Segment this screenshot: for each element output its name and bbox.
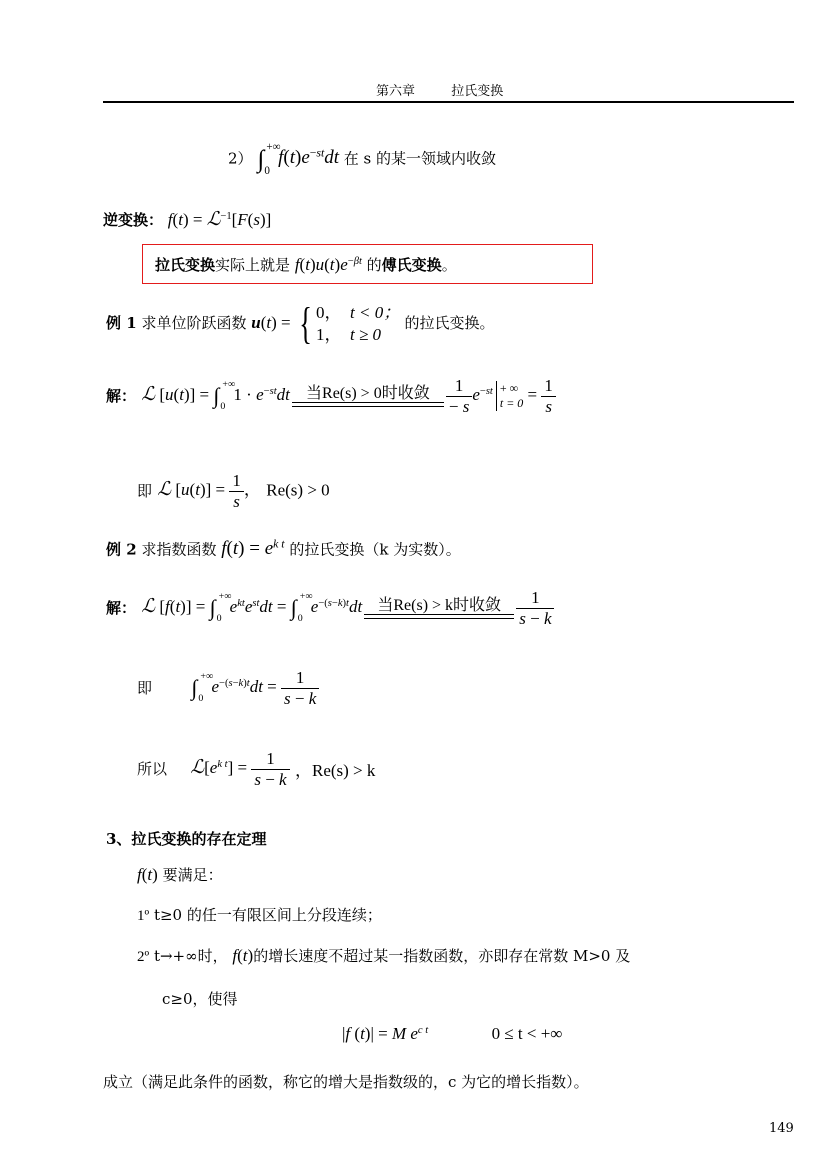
eval-lower: t = 0 [499,396,524,411]
result-3-condition: ，Re(s) > k [294,760,376,780]
note-bold-fourier: 傅氏变换 [381,256,442,274]
condition-2-text: 在 s 的某一领域内收敛 [343,149,497,168]
condition-intro [137,864,223,885]
note-middle: 实际上就是 [215,256,291,274]
note-end: 。 [441,256,457,274]
inverse-label: 逆变换： [103,211,164,229]
result-1-formula: ℒ [u(t)] = $\frac{1}{s}$ ， [157,471,261,511]
note-bold-laplace: 拉氏变换 [155,256,216,274]
condition-a-text: t≥0 的任一有限区间上分段连续； [153,906,382,924]
solution-2-arrow-label: 当Re(s) > k时收敛 [377,596,502,614]
condition-intro-text: 要满足： [162,866,223,884]
result-1-condition: Re(s) > 0 [266,480,330,500]
growth-inequality [342,1024,562,1044]
solution-1 [106,376,556,416]
conclusion: 成立（满足此条件的函数，称它的增大是指数级的，c 为它的增长指数）。 [103,1073,589,1091]
condition-2-formula: ∫ +∞ 0 $f(t)e^{-st}dt$ [257,141,340,177]
example-1 [106,299,495,348]
result-2-formula: ∫ +∞ 0 $e^{-(s-k)t}dt$ = $\frac{1}{s - k}$ [191,677,319,696]
condition-b [137,945,630,966]
case-2-condition: t ≥ 0 [350,325,382,344]
result-1 [137,471,330,511]
header-title: 拉氏变换 [451,84,504,99]
case-2-value: 1， [316,325,342,344]
result-3 [137,749,375,789]
solution-1-formula: ℒ [u(t)] = ∫ +∞ 0 $1 \cdot e^{-st}dt$ 当Re(s) > 0时收敛 $\frac{1}{- s}$ $e^{-st}$ + ∞ t = 0 = $\frac{1}{s}$ [141,385,555,404]
condition-intro-formula: f(t) [137,865,158,884]
note-middle-2: 的 [366,256,382,274]
example-2-formula: $f(t) = e^{k t}$ [221,538,285,560]
result-1-ji: 即 [137,481,153,500]
condition-a-number: 1º [137,908,150,924]
case-1-condition: t < 0； [350,303,401,322]
example-1-tail: 的拉氏变换。 [404,313,495,332]
condition-2 [228,141,497,177]
solution-1-arrow-label: 当Re(s) > 0时收敛 [306,384,430,402]
section-3-heading: 3、拉氏变换的存在定理 [106,830,267,848]
result-3-formula: $ℒ[e^{k t}]$ = $\frac{1}{s - k}$ [190,758,289,777]
condition-2-number: 2） [228,149,253,168]
example-1-label: 例 1 [106,313,137,332]
solution-1-label: 解： [106,386,137,405]
solution-2-formula: ℒ [f(t)] = ∫ +∞ 0 $e^{kt}e^{st}dt$ = ∫ +∞ 0 $e^{-(s-k)t}dt$ 当Re(s) > k时收敛 $\frac{1}{s - k}$ [141,597,554,616]
example-1-formula: u(t) = { 0， t < 0； 1， t ≥ 0 [251,299,401,348]
example-2-tail: 的拉氏变换（k 为实数）。 [289,540,461,559]
condition-a [137,904,382,925]
page-number: 149 [769,1121,794,1136]
condition-b-formula: f(t) [232,946,254,965]
example-2-label: 例 2 [106,540,137,559]
result-2 [137,668,319,708]
note-formula: $f(t)u(t)e^{-\beta t}$ [294,255,362,274]
inverse-formula: f(t) = ℒ$^{-1}$[F(s)] [167,209,272,230]
example-2 [106,538,461,560]
solution-2-label: 解： [106,598,137,617]
running-header [376,80,503,99]
growth-range: 0 ≤ t < +∞ [491,1024,563,1043]
inverse-transform [103,208,271,231]
highlight-note [155,254,457,275]
example-2-text: 求指数函数 [141,540,217,559]
result-2-ji: 即 [137,678,153,697]
eval-upper: + ∞ [499,381,519,396]
result-3-suoyi: 所以 [137,759,168,778]
condition-b-line-2: c≥0，使得 [162,990,238,1008]
header-rule [103,101,794,103]
condition-b-text: 的增长速度不超过某一指数函数，亦即存在常数 M>0 及 [253,947,631,965]
example-1-text: 求单位阶跃函数 [141,313,247,332]
solution-2 [106,588,554,628]
condition-b-number: 2º [137,949,150,965]
growth-inequality-formula: |f (t)| = M $e^{c t}$ [342,1024,429,1043]
condition-b-prefix: t→+∞时， [153,947,228,965]
case-1-value: 0， [316,303,342,322]
header-chapter: 第六章 [376,84,416,99]
